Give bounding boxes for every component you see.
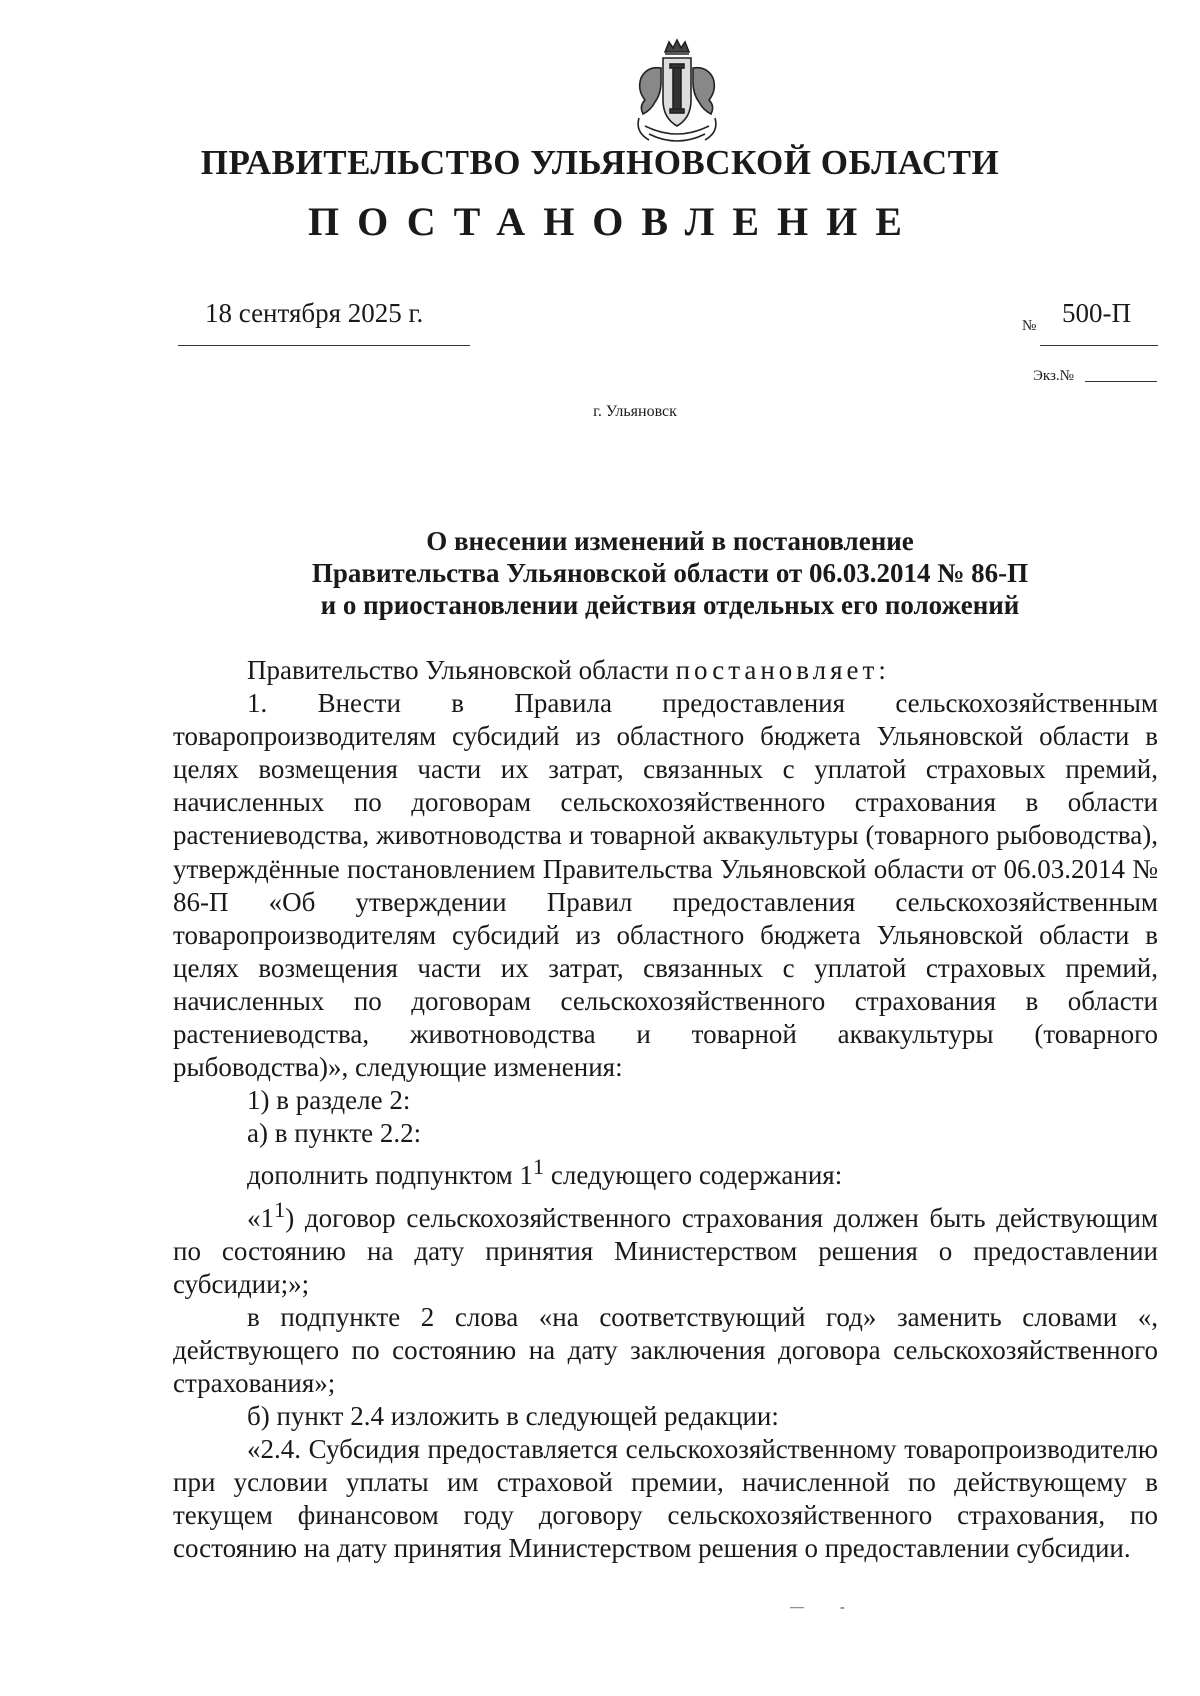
document-heading — [170, 525, 1170, 621]
paragraph-section-2: 1) в разделе 2: — [247, 1085, 411, 1116]
date-underline — [178, 345, 470, 346]
paragraph-subpoint-content — [173, 1193, 1158, 1301]
subpoint-content-end: ) договор сельскохозяйственного страхования должен быть действующим по состоянию на дату принятия Министерством решения о предоставлении субсидии;»; — [173, 1202, 1158, 1299]
document-type: ПОСТАНОВЛЕНИЕ — [308, 199, 920, 244]
preamble-decree-word: постановляет: — [675, 655, 890, 685]
subpoint-content-superscript: 1 — [274, 1196, 286, 1222]
document-body — [173, 654, 1158, 1566]
heading-line-3: и о приостановлении действия отдельных его положений — [320, 590, 1020, 620]
subpoint-content-start: «1 — [247, 1202, 274, 1233]
paragraph-subpoint-2: в подпункте 2 слова «на соответствующий год» заменить словами «, действующего по состоянию на дату заключения договора сельскохозяйственного страхования»; — [173, 1301, 1158, 1398]
coat-of-arms-emblem — [627, 38, 727, 150]
copy-number-label: Экз.№ — [1033, 368, 1074, 384]
copy-number-underline — [1085, 381, 1157, 382]
add-subpoint-text-end: следующего содержания: — [544, 1160, 843, 1191]
add-subpoint-text: дополнить подпунктом 1 — [247, 1160, 533, 1191]
government-title: ПРАВИТЕЛЬСТВО УЛЬЯНОВСКОЙ ОБЛАСТИ — [200, 143, 1000, 182]
preamble-text: Правительство Ульяновской области — [247, 655, 676, 685]
add-subpoint-superscript: 1 — [532, 1154, 545, 1180]
document-number: 500-П — [1062, 298, 1131, 328]
paragraph-add-subpoint — [173, 1150, 1158, 1192]
number-sign: № — [1022, 318, 1037, 334]
paragraph-1: 1. Внести в Правила предоставления сельскохозяйственным товаропроизводителям субсидий из областного бюджета Ульяновской области в целях возмещения части их затрат, связанных с уплатой страховых премий, начисленных по договорам сельскохозяйственного страхования в области растениеводства, животноводства и товарной аквакультуры (товарного рыбоводства), утверждённые постановлением Правительства Ульяновской области от 06.03.2014 № 86-П «Об утверждении Правил предоставления сельскохозяйственным товаропроизводителям субсидий из областного бюджета Ульяновской области в целях возмещения части их затрат, связанных с уплатой страховых премий, начисленных по договорам сельскохозяйственного страхования в области растениеводства, животноводства и товарной аквакультуры (товарного рыбоводства)», следующие изменения: — [173, 688, 1158, 1083]
heading-line-2: Правительства Ульяновской области от 06.03.2014 № 86-П — [311, 558, 1029, 588]
paragraph-point-2-2: а) в пункте 2.2: — [247, 1118, 422, 1149]
heading-line-1: О внесении изменений в постановление — [426, 526, 914, 556]
preamble-paragraph — [173, 654, 1158, 687]
document-date: 18 сентября 2025 г. — [205, 298, 424, 328]
paragraph-point-2-4-text: «2.4. Субсидия предоставляется сельскохозяйственному товаропроизводителю при условии уплаты им страховой премии, начисленной по действующему в текущем финансовом году договору сельскохозяйственного страхования, по состоянию на дату принятия Министерством решения о предоставлении субсидии. — [173, 1434, 1158, 1564]
scan-mark: - — [840, 1600, 845, 1615]
number-underline — [1040, 345, 1158, 346]
paragraph-point-2-4-intro: б) пункт 2.4 изложить в следующей редакции: — [247, 1401, 779, 1432]
city: г. Ульяновск — [593, 403, 677, 420]
scan-mark: — — [790, 1600, 804, 1615]
